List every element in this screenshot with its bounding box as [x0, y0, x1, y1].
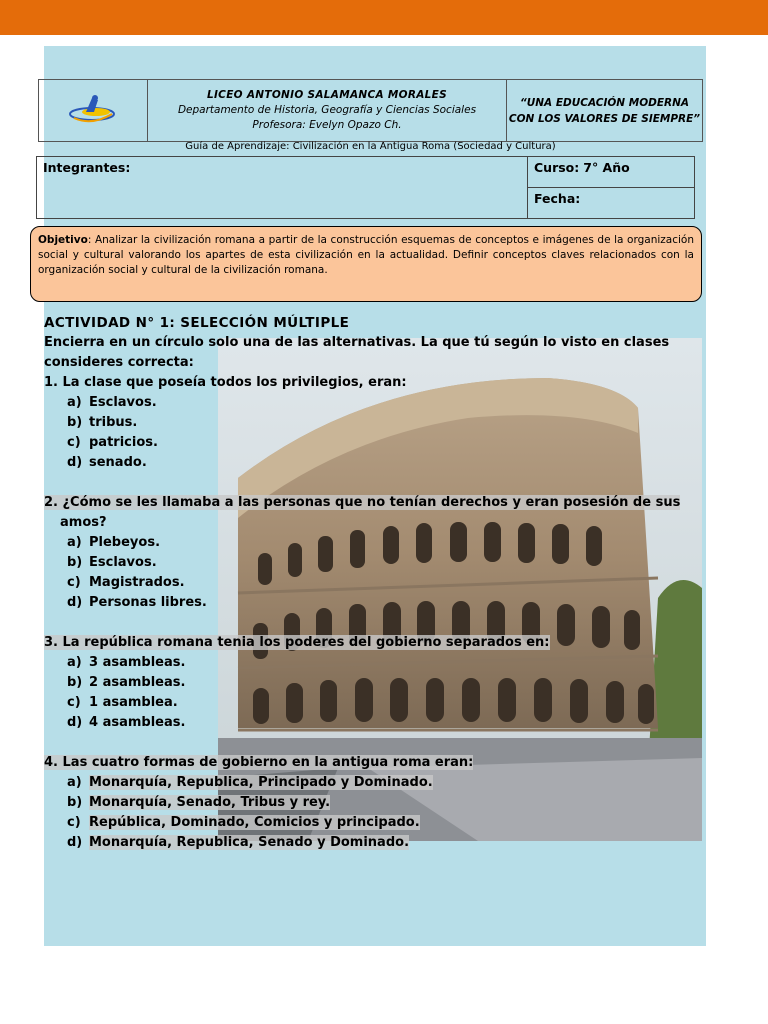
option-1b[interactable]	[44, 413, 694, 433]
top-accent-bar	[0, 0, 768, 35]
option-text: tribus.	[89, 415, 138, 430]
teacher-name: Profesora: Evelyn Opazo Ch.	[252, 119, 402, 131]
option-text: Magistrados.	[89, 575, 185, 590]
course-field[interactable]	[528, 157, 695, 188]
option-letter: a)	[67, 535, 82, 550]
option-letter: a)	[67, 395, 82, 410]
option-letter: b)	[67, 555, 83, 570]
option-letter: b)	[67, 675, 83, 690]
option-text: 3 asambleas.	[89, 655, 186, 670]
question-2-text: 2. ¿Cómo se les llamaba a las personas que no tenían derechos y eran posesión de sus	[44, 495, 681, 510]
option-letter: c)	[67, 815, 81, 830]
option-text: 1 asamblea.	[89, 695, 178, 710]
option-text: Monarquía, Republica, Senado y Dominado.	[89, 835, 410, 850]
option-letter: d)	[67, 595, 83, 610]
option-text: Esclavos.	[89, 395, 157, 410]
question-2	[44, 493, 694, 513]
option-letter: b)	[67, 415, 83, 430]
option-text: Monarquía, Republica, Principado y Dominado.	[89, 775, 433, 790]
objective-label: Objetivo	[38, 234, 88, 246]
logo-cell	[39, 80, 148, 142]
department-name: Departamento de Historia, Geografía y Ciencias Sociales	[177, 104, 477, 116]
option-letter: c)	[67, 435, 81, 450]
option-1d[interactable]	[44, 453, 694, 473]
course-label: Curso:	[534, 160, 580, 175]
option-text: senado.	[89, 455, 147, 470]
header-table	[38, 79, 703, 142]
activity-section	[44, 313, 694, 853]
option-3b[interactable]	[44, 673, 694, 693]
option-2d[interactable]	[44, 593, 694, 613]
guide-title: Guía de Aprendizaje: Civilización en la Antigua Roma (Sociedad y Cultura)	[185, 141, 556, 152]
objective-box	[30, 226, 702, 302]
instructions-line-2: consideres correcta:	[44, 355, 194, 370]
question-4	[44, 753, 694, 773]
option-1c[interactable]	[44, 433, 694, 453]
option-2a[interactable]	[44, 533, 694, 553]
option-2b[interactable]	[44, 553, 694, 573]
option-text: patricios.	[89, 435, 158, 450]
option-letter: a)	[67, 655, 82, 670]
question-1: 1. La clase que poseía todos los privilegios, eran:	[44, 375, 407, 390]
option-text: Monarquía, Senado, Tribus y rey.	[89, 795, 331, 810]
option-2c[interactable]	[44, 573, 694, 593]
option-letter: c)	[67, 575, 81, 590]
option-letter: c)	[67, 695, 81, 710]
question-3	[44, 633, 694, 653]
option-3a[interactable]	[44, 653, 694, 673]
option-text: 4 asambleas.	[89, 715, 186, 730]
question-4-text: 4. Las cuatro formas de gobierno en la antigua roma eran:	[44, 755, 474, 770]
instructions-line-1: Encierra en un círculo solo una de las alternativas. La que tú según lo visto en clases	[44, 335, 670, 350]
school-info-cell	[148, 80, 507, 142]
objective-text: : Analizar la civilización romana a partir de la construcción esquemas de conceptos e imágenes de la organización social y cultural valorando los apartes de esta civilización en la actualidad. Definir conceptos claves relacionados con la organización social y cultural de la civilización romana.	[38, 234, 694, 276]
option-letter: b)	[67, 795, 83, 810]
option-letter: d)	[67, 835, 83, 850]
members-field[interactable]: Integrantes:	[37, 157, 528, 219]
school-name: LICEO ANTONIO SALAMANCA MORALES	[206, 89, 447, 101]
option-text: 2 asambleas.	[89, 675, 186, 690]
option-letter: d)	[67, 715, 83, 730]
option-letter: d)	[67, 455, 83, 470]
option-text: Personas libres.	[89, 595, 207, 610]
option-text: República, Dominado, Comicios y principado.	[89, 815, 420, 830]
option-3c[interactable]	[44, 693, 694, 713]
date-label: Fecha:	[534, 191, 581, 206]
option-text: Esclavos.	[89, 555, 157, 570]
option-4a[interactable]	[44, 773, 694, 793]
course-value: 7° Año	[583, 160, 630, 175]
option-3d[interactable]	[44, 713, 694, 733]
option-4c[interactable]	[44, 813, 694, 833]
question-3-text: 3. La república romana tenia los poderes del gobierno separados en:	[44, 635, 550, 650]
question-2-continued: amos?	[60, 515, 107, 530]
option-4d[interactable]	[44, 833, 694, 853]
date-field[interactable]	[528, 188, 695, 219]
student-info-table	[36, 156, 695, 219]
option-letter: a)	[67, 775, 82, 790]
school-motto: “UNA EDUCACIÓN MODERNA CON LOS VALORES DE SIEMPRE”	[507, 80, 703, 142]
option-1a[interactable]	[44, 393, 694, 413]
activity-title: ACTIVIDAD N° 1: SELECCIÓN MÚLTIPLE	[44, 315, 350, 331]
school-logo-icon	[66, 92, 120, 126]
option-text: Plebeyos.	[89, 535, 161, 550]
option-4b[interactable]	[44, 793, 694, 813]
